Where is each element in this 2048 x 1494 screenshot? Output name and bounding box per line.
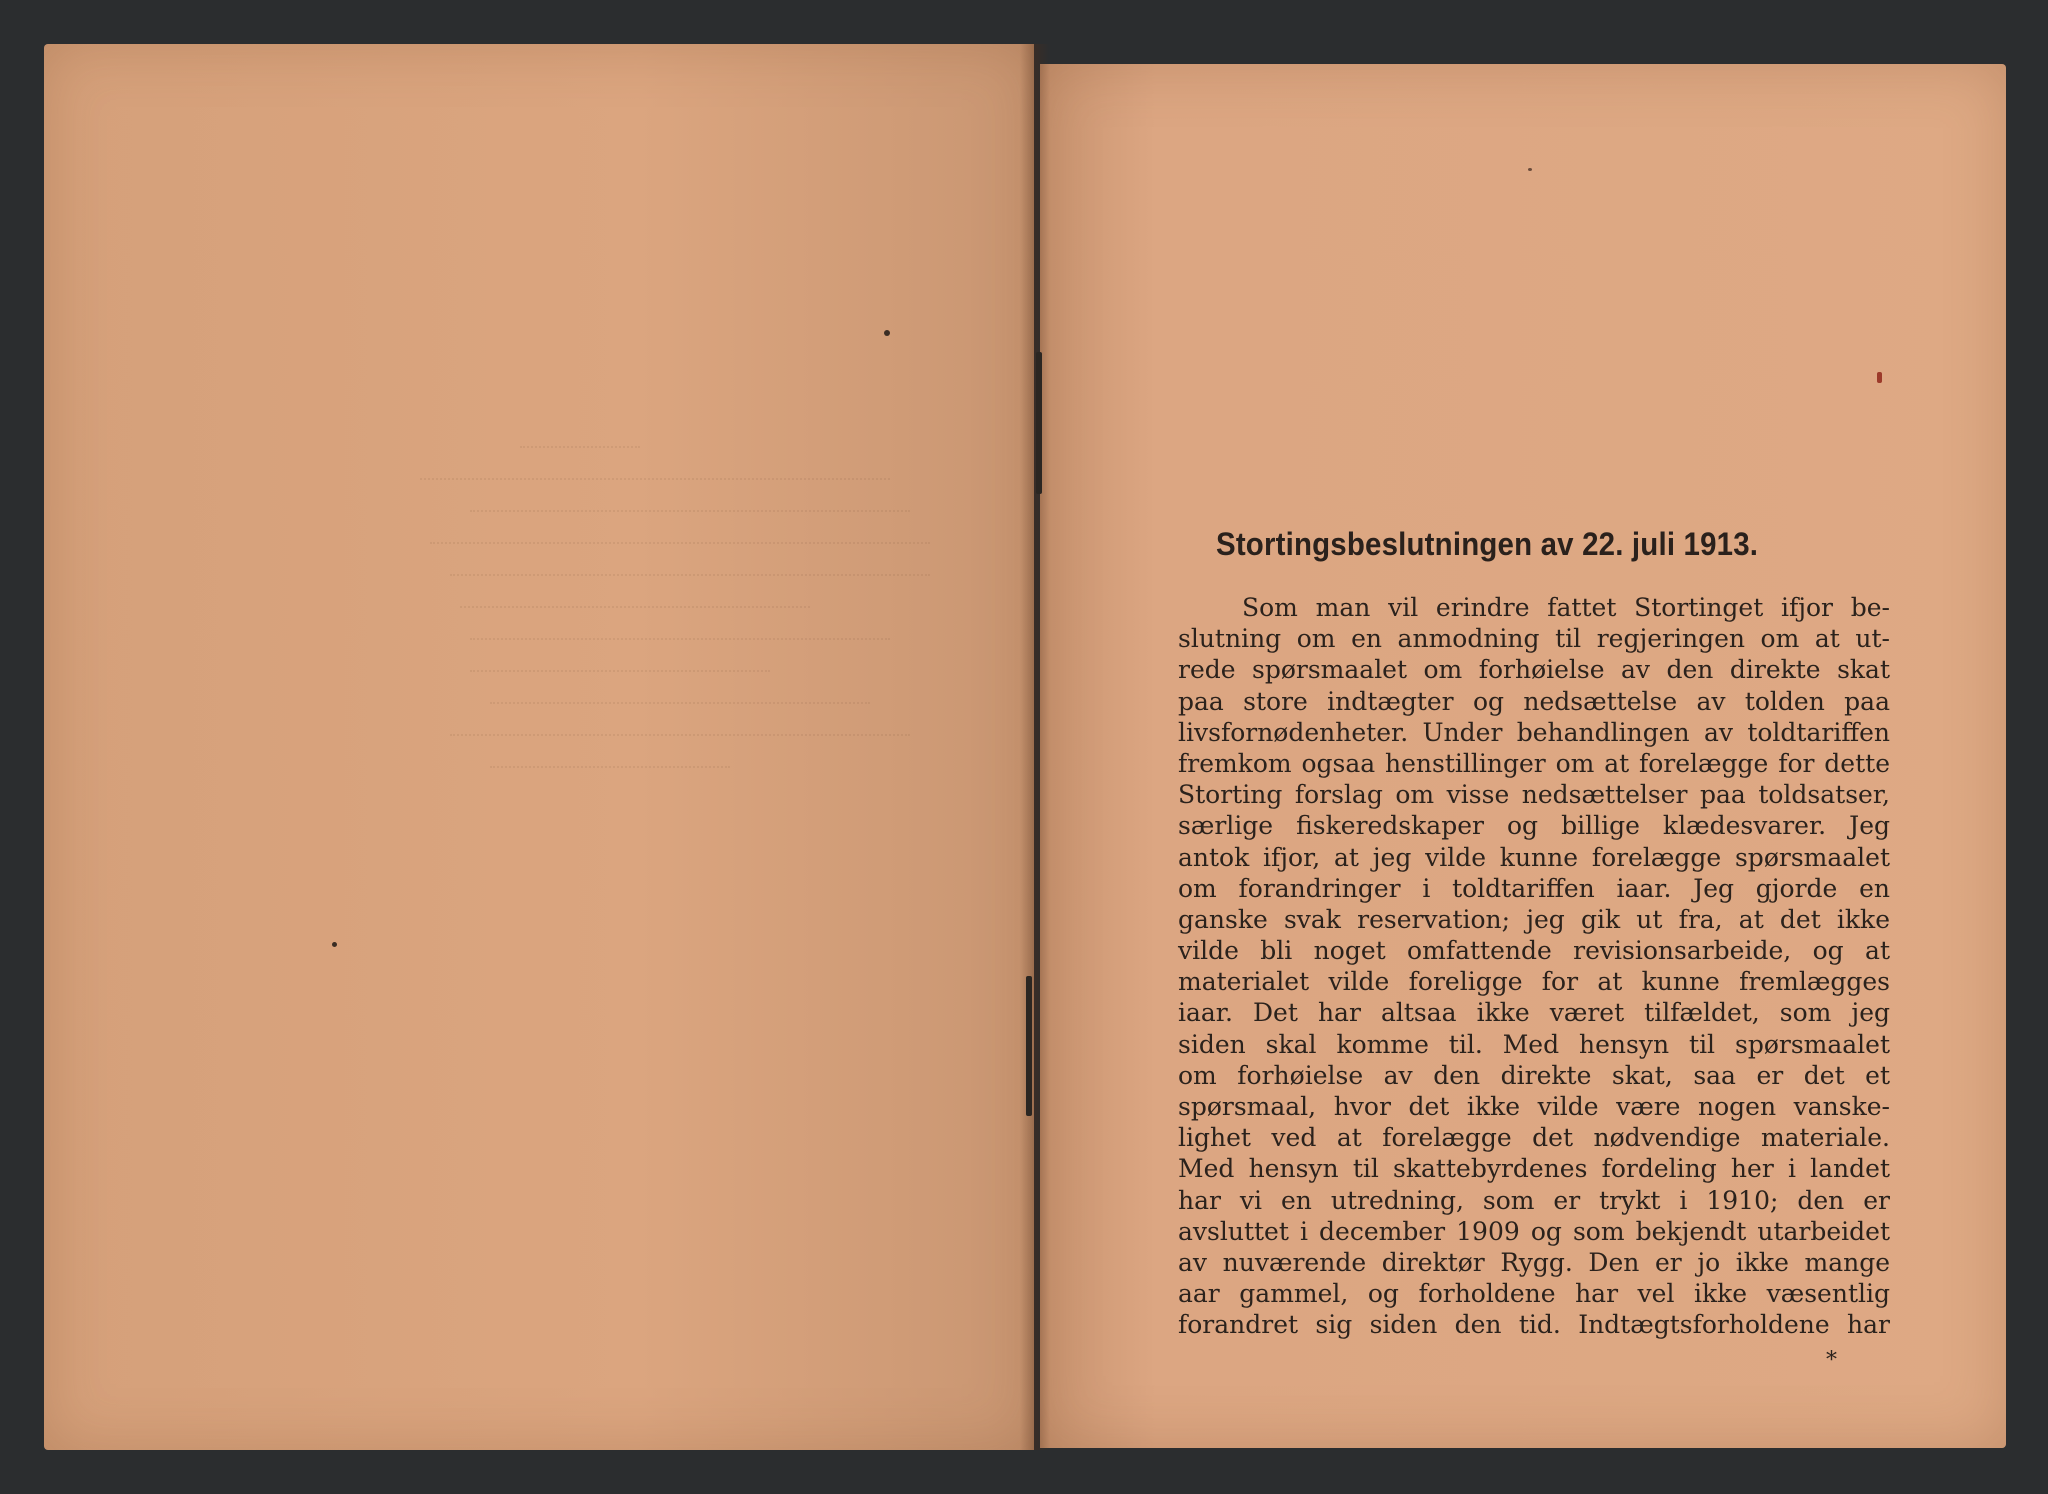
text-line: om forhøielse av den direkte skat, saa er det et	[1178, 1060, 1890, 1090]
text-line: paa store indtægter og nedsættelse av tolden paa	[1178, 686, 1890, 716]
text-line: Som man vil erindre fattet Stortinget ifjor be-	[1242, 593, 1890, 622]
bottom-staple	[1026, 976, 1032, 1116]
text-line: spørsmaal, hvor det ikke vilde være nogen vanske-	[1178, 1092, 1890, 1121]
body-text	[1178, 592, 1890, 1341]
text-line: Storting forslag om visse nedsættelser paa toldsatser,	[1178, 780, 1890, 810]
show-through-text	[210, 420, 930, 772]
text-line: iaar. Det har altsaa ikke været tilfældet, som jeg	[1178, 998, 1890, 1028]
text-line: om forandringer i toldtariffen iaar. Jeg gjorde en	[1178, 873, 1890, 903]
text-line: slutning om en anmodning til regjeringen om at ut-	[1178, 624, 1890, 654]
text-line: lighet ved at forelægge det nødvendige materiale.	[1178, 1123, 1890, 1153]
text-line: avsluttet i december 1909 og som bekjendt utarbeidet	[1178, 1216, 1890, 1246]
text-line: har vi en utredning, som er trykt i 1910; den er	[1178, 1185, 1890, 1215]
page-heading: Stortingsbeslutningen av 22. juli 1913.	[1216, 526, 1759, 562]
text-line: av nuværende direktør Rygg. Den er jo ikke mange	[1178, 1247, 1890, 1277]
ink-mark	[1877, 372, 1882, 383]
top-staple	[1036, 352, 1042, 494]
text-line: særlige fiskeredskaper og billige klædesvarer. Jeg	[1178, 811, 1890, 841]
text-line: Med hensyn til skattebyrdenes fordeling her i landet	[1178, 1154, 1890, 1184]
paper-speck	[884, 330, 890, 336]
paper-speck	[1528, 168, 1532, 171]
text-line: aar gammel, og forholdene har vel ikke væsentlig	[1178, 1279, 1890, 1309]
text-line: fremkom ogsaa henstillinger om at forelægge for dette	[1178, 748, 1890, 778]
text-line: livsfornødenheter. Under behandlingen av toldtariffen	[1178, 717, 1890, 747]
paper-speck	[332, 942, 337, 947]
text-line: materialet vilde foreligge for at kunne fremlægges	[1178, 967, 1890, 997]
text-line: siden skal komme til. Med hensyn til spørsmaalet	[1178, 1029, 1890, 1059]
text-line: forandret sig siden den tid. Indtægtsforholdene har	[1178, 1310, 1890, 1340]
text-line: rede spørsmaalet om forhøielse av den direkte skat	[1178, 655, 1890, 685]
footnote-mark: *	[1826, 1348, 1837, 1373]
book-gutter	[1020, 44, 1050, 1450]
text-line: vilde bli noget omfattende revisionsarbeide, og at	[1178, 936, 1890, 966]
text-line: ganske svak reservation; jeg gik ut fra, at det ikke	[1178, 904, 1890, 934]
text-line: antok ifjor, at jeg vilde kunne forelægge spørsmaalet	[1178, 842, 1890, 872]
